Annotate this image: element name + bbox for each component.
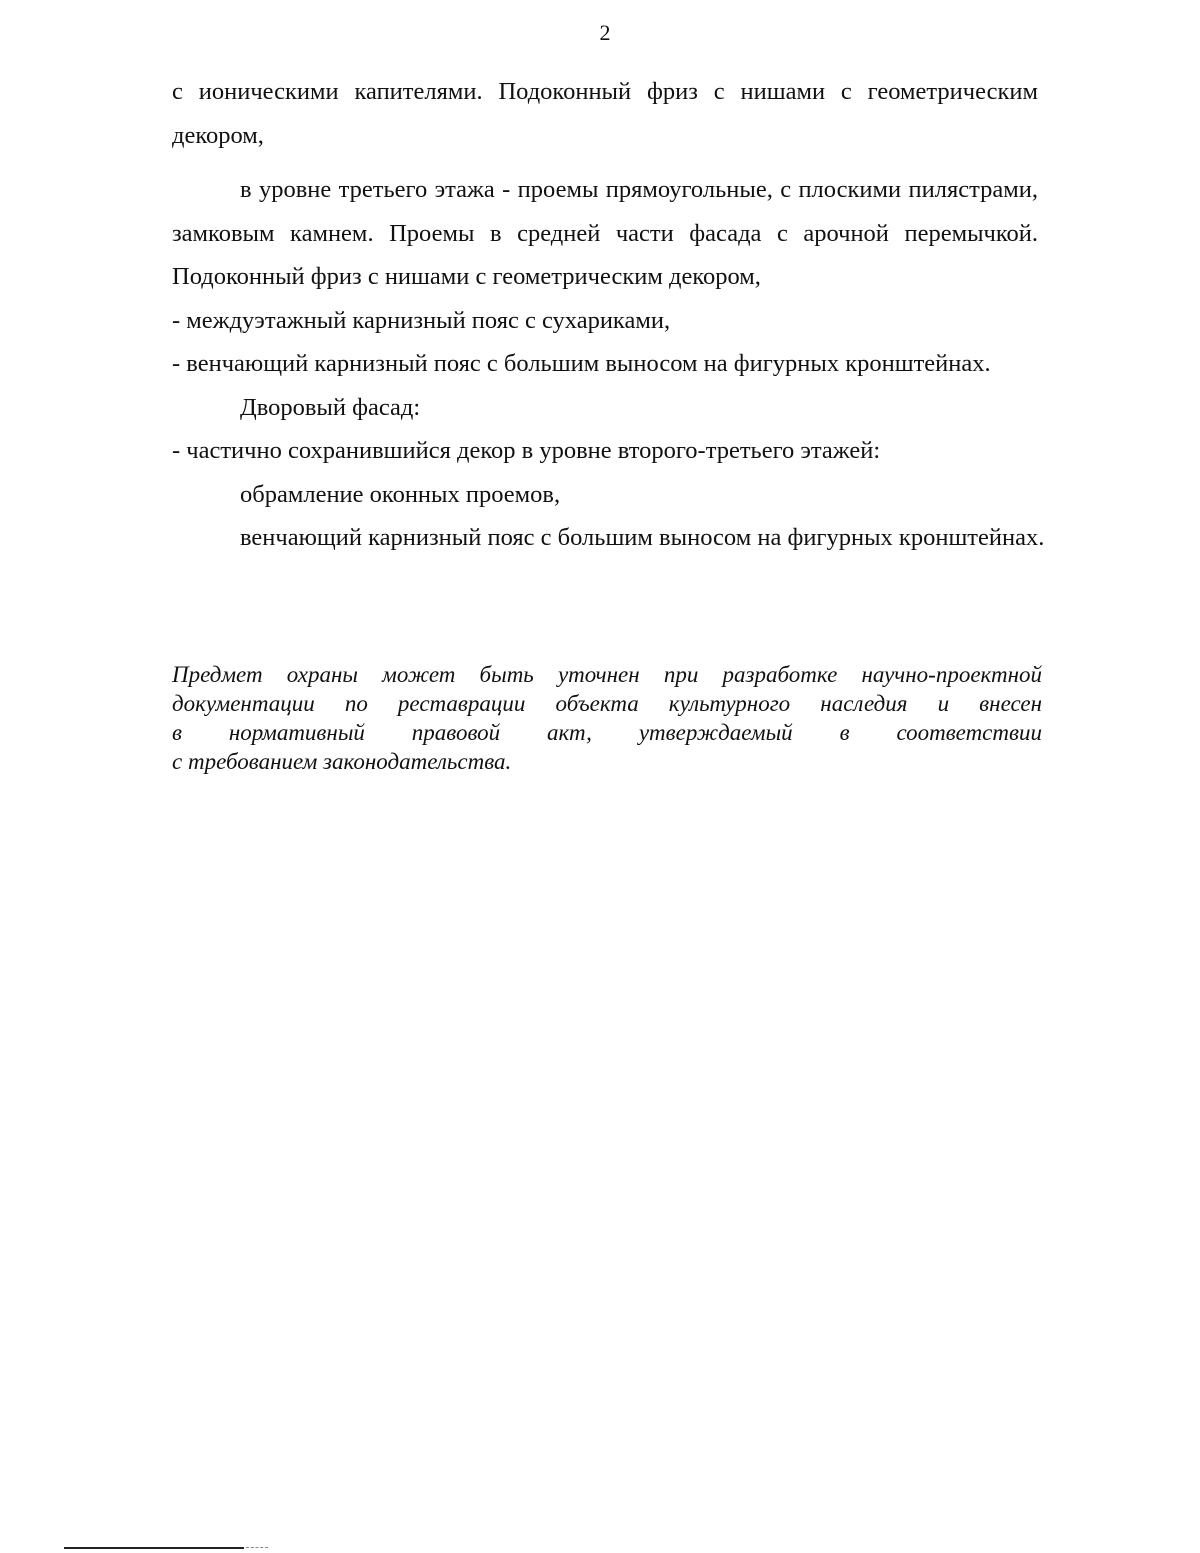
paragraph-crowning-cornice-courtyard: венчающий карнизный пояс с большим выносом на фигурных кронштейнах. (240, 524, 1045, 551)
paragraph-third-floor: в уровне третьего этажа - проемы прямоугольные, с плоскими пилястрами, замковым камнем. Проемы в средней части фасада с арочной перемычкой. Подоконный фриз с нишами с геометрическим декором, (172, 176, 1038, 290)
footnote-divider-tail (246, 1547, 268, 1549)
list-item-interfloor-cornice: - междуэтажный карнизный пояс с сухариками, (172, 306, 671, 334)
document-body (172, 70, 1045, 560)
note-line: в нормативный правовой акт, утверждаемый в соответствии (172, 720, 1042, 745)
paragraph-window-framing: обрамление оконных проемов, (240, 480, 561, 508)
protection-subject-note (172, 660, 1042, 776)
paragraph-ionic-capitals: с ионическими капителями. Подоконный фриз с нишами с геометрическим декором, (172, 78, 1038, 149)
page-number: 2 (599, 20, 611, 45)
list-item-crowning-cornice: - венчающий карнизный пояс с большим выносом на фигурных кронштейнах. (172, 350, 991, 377)
paragraph-spacer (172, 157, 1038, 168)
note-line: документации по реставрации объекта культурного наследия и внесен (172, 691, 1042, 716)
note-line: с требованием законодательства. (172, 749, 512, 774)
list-item-partially-preserved-decor: - частично сохранившийся декор в уровне второго-третьего этажей: (172, 437, 881, 464)
note-line: Предмет охраны может быть уточнен при разработке научно-проектной (172, 662, 1042, 687)
heading-courtyard-facade: Дворовый фасад: (240, 393, 421, 421)
footnote-divider (64, 1547, 244, 1549)
